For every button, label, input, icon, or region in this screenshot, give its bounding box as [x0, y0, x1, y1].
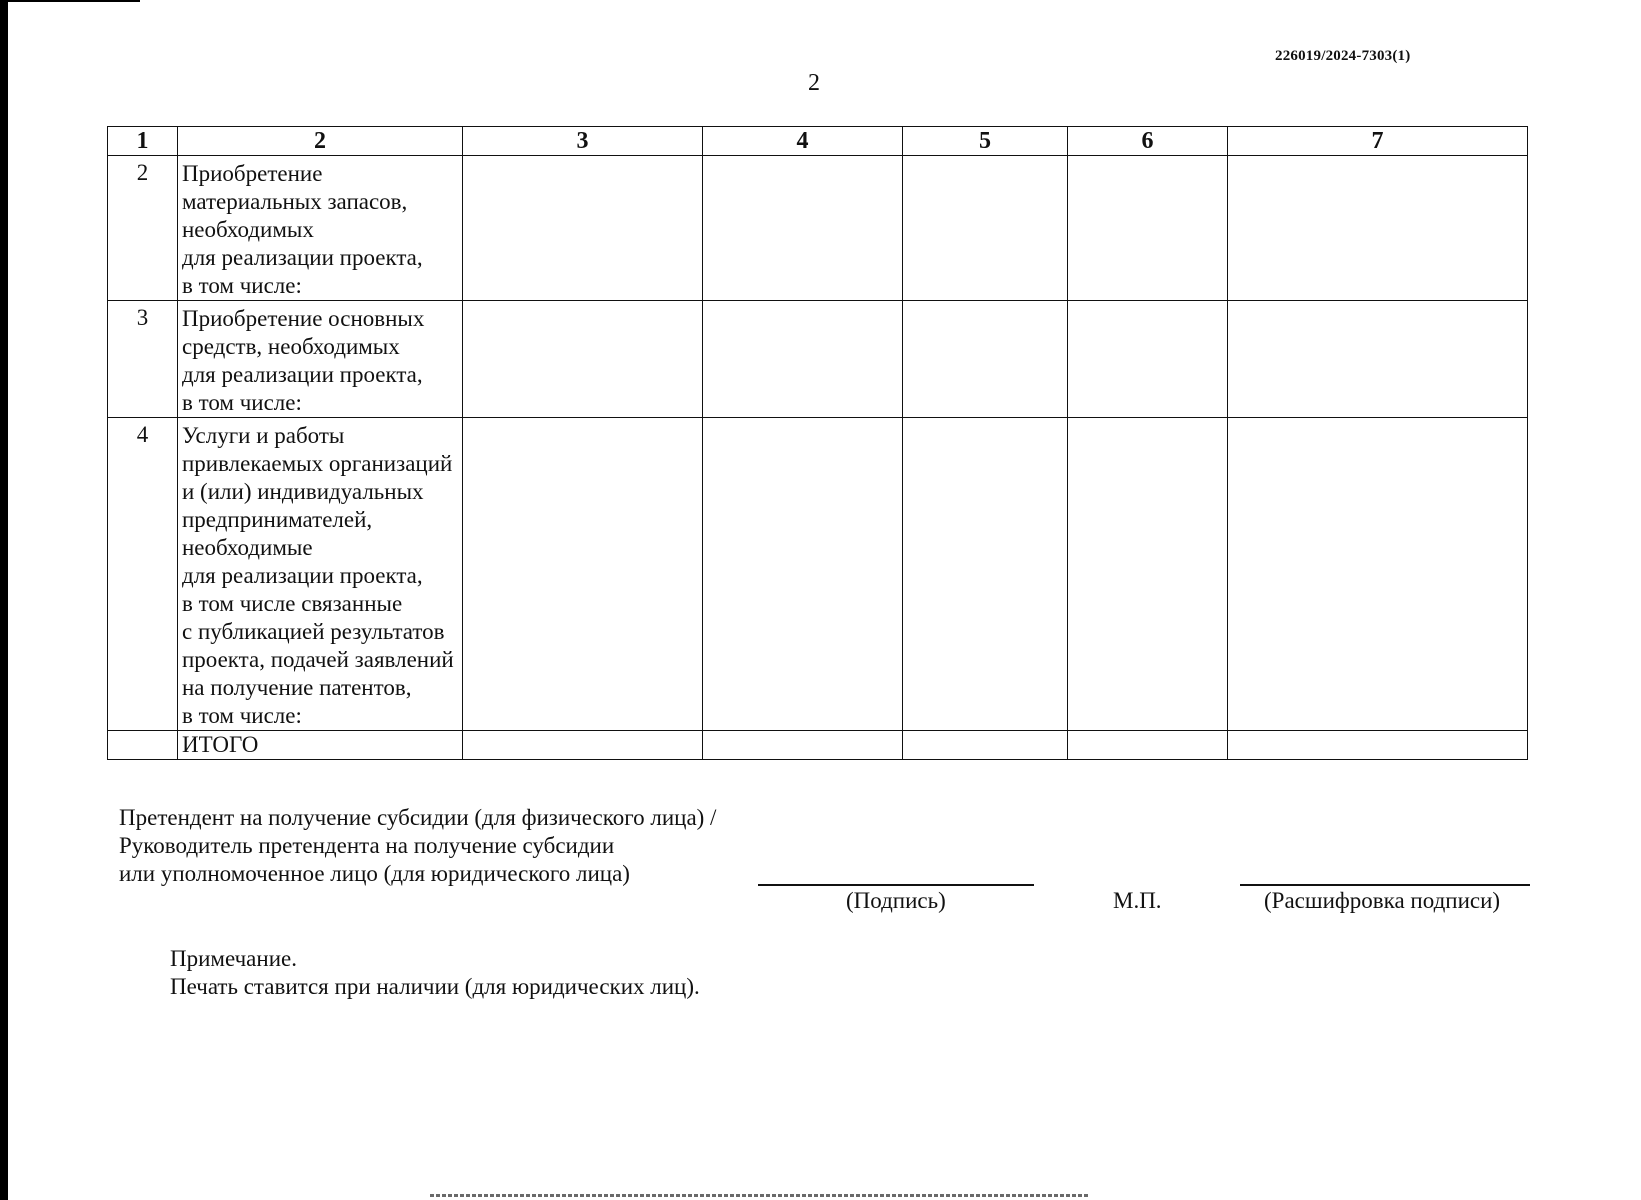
budget-table: [107, 126, 1528, 760]
signature-decode-line: [1240, 884, 1530, 886]
table-cell: [1068, 156, 1228, 301]
table-cell: [1068, 731, 1228, 760]
table-cell: [703, 301, 903, 418]
total-row: [108, 731, 1528, 760]
table-cell: [903, 156, 1068, 301]
note-title: Примечание.: [170, 946, 297, 971]
signer-line: Руководитель претендента на получение субсидии: [119, 833, 615, 858]
column-header: 6: [1068, 127, 1228, 156]
table-cell: [463, 156, 703, 301]
table-cell: [1068, 301, 1228, 418]
table-cell: [463, 731, 703, 760]
table-cell: [703, 156, 903, 301]
scan-left-edge: [0, 0, 8, 1200]
table-cell: [703, 418, 903, 731]
table-header-row: [108, 127, 1528, 156]
row-description: Приобретение основных средств, необходимых для реализации проекта, в том числе:: [178, 301, 463, 418]
table-cell: [1228, 301, 1528, 418]
table-cell: [903, 301, 1068, 418]
signature-caption: (Подпись): [846, 888, 946, 913]
table-cell: [703, 731, 903, 760]
row-number: 4: [108, 418, 178, 731]
signature-decode-caption: (Расшифровка подписи): [1264, 888, 1501, 913]
signature-line: [758, 884, 1034, 886]
row-number: 2: [108, 156, 178, 301]
signer-line: Претендент на получение субсидии (для физического лица) /: [119, 805, 717, 830]
row-description: Приобретение материальных запасов, необходимых для реализации проекта, в том числе:: [178, 156, 463, 301]
table-cell: [1068, 418, 1228, 731]
scan-top-rule: [0, 0, 140, 2]
total-label: ИТОГО: [178, 731, 463, 760]
table-cell: [1228, 418, 1528, 731]
column-header: 5: [903, 127, 1068, 156]
table-cell: [1228, 731, 1528, 760]
table-cell: [1228, 156, 1528, 301]
note-text: Печать ставится при наличии (для юридических лиц).: [170, 974, 700, 999]
column-header: 7: [1228, 127, 1528, 156]
stamp-caption: М.П.: [1113, 888, 1162, 913]
table-row: [108, 301, 1528, 418]
table-row: [108, 418, 1528, 731]
column-header: 3: [463, 127, 703, 156]
table-cell: [108, 731, 178, 760]
table-cell: [463, 418, 703, 731]
signer-line: или уполномоченное лицо (для юридического лица): [119, 861, 630, 886]
document-code: 226019/2024-7303(1): [1275, 48, 1411, 64]
table-cell: [903, 418, 1068, 731]
note-block: [170, 945, 700, 1001]
page-number: 2: [808, 70, 820, 96]
signer-description: [119, 804, 716, 888]
row-description: Услуги и работы привлекаемых организаций и (или) индивидуальных предпринимателей, необходимые для реализации проекта, в том числе связанные с публикацией результатов проекта, подачей заявлений на получение патентов, в том числе:: [178, 418, 463, 731]
row-number: 3: [108, 301, 178, 418]
table-row: [108, 156, 1528, 301]
table-cell: [903, 731, 1068, 760]
column-header: 1: [108, 127, 178, 156]
table-cell: [463, 301, 703, 418]
scan-bottom-rule: [430, 1194, 1090, 1197]
column-header: 4: [703, 127, 903, 156]
column-header: 2: [178, 127, 463, 156]
